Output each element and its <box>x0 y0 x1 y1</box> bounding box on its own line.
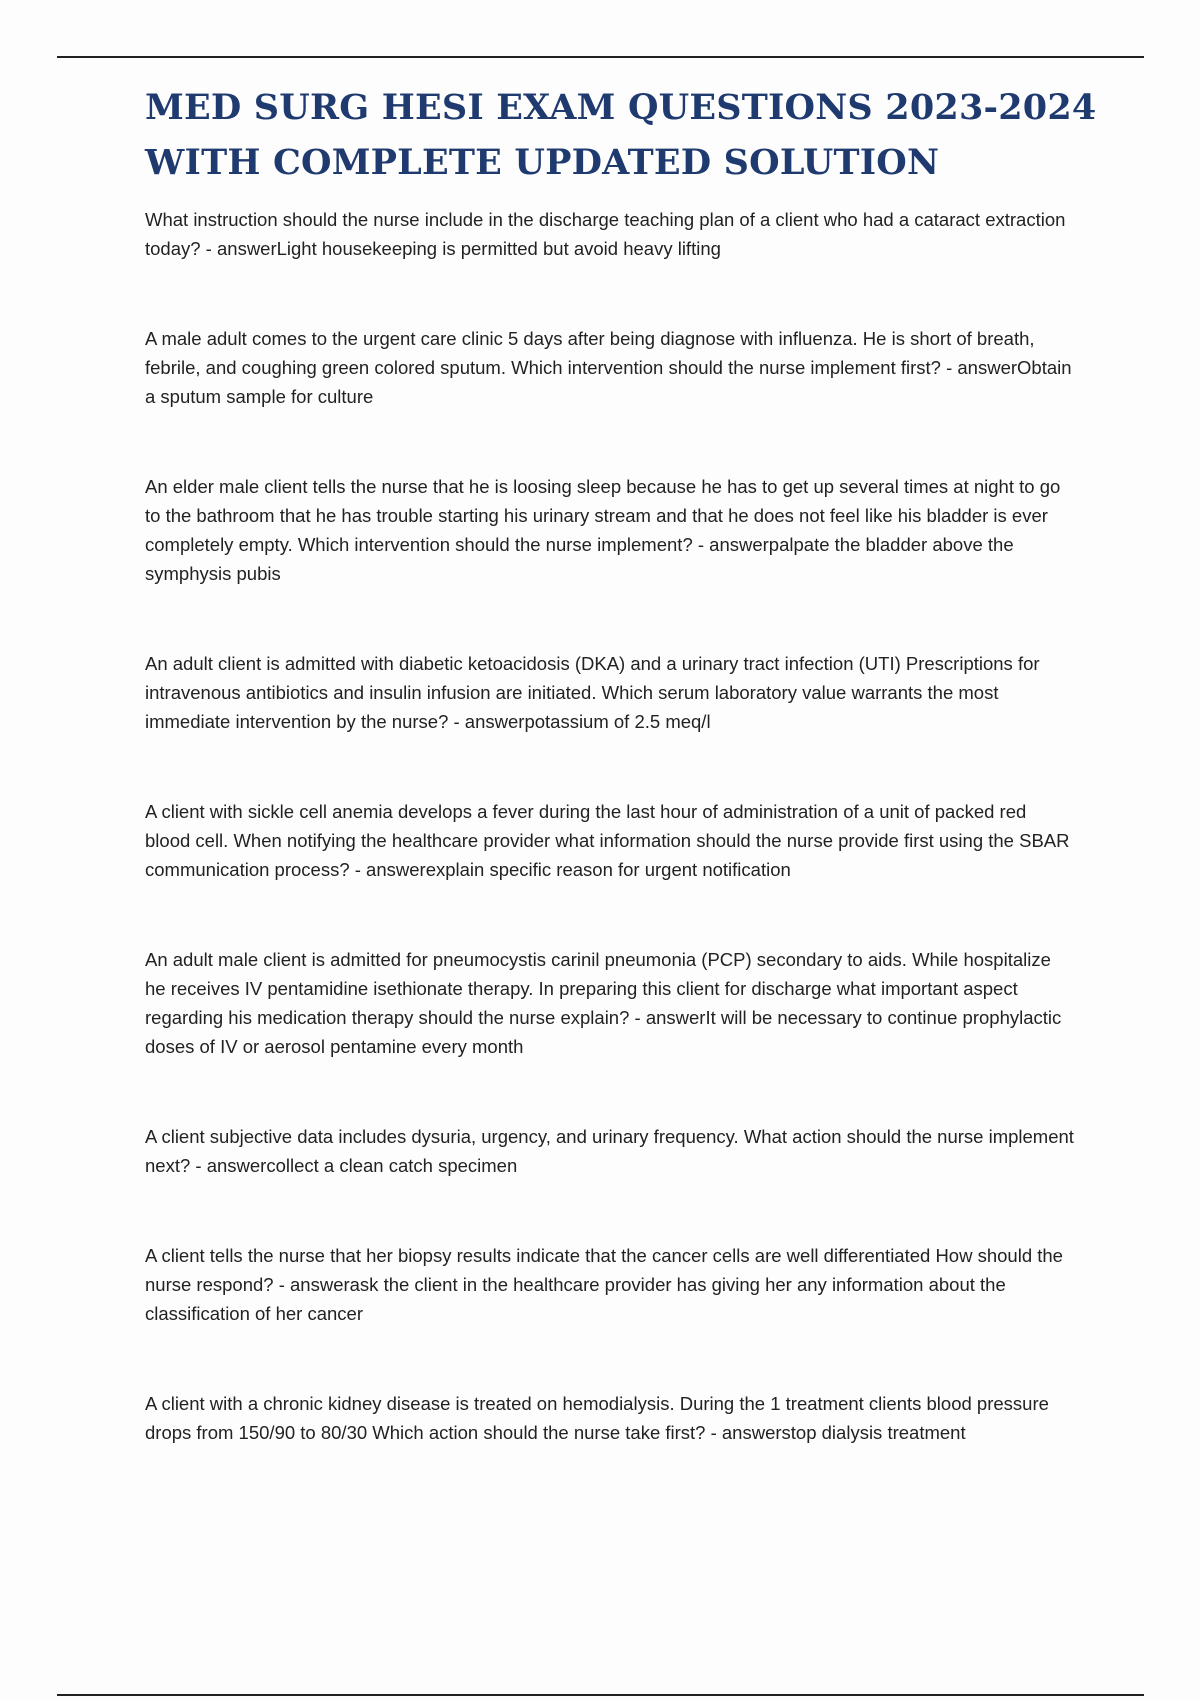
question-list <box>145 205 1075 1508</box>
top-divider <box>57 56 1144 58</box>
title-line-2: WITH COMPLETE UPDATED SOLUTION <box>145 142 940 183</box>
bottom-divider <box>57 1694 1144 1696</box>
question-item: An elder male client tells the nurse that he is loosing sleep because he has to get up several times at night to go to the bathroom that he has trouble starting his urinary stream and that he does not feel like his bladder is ever completely empty. Which intervention should the nurse implement? - answerpalpate the bladder above the symphysis pubis <box>145 476 1061 584</box>
question-item: An adult client is admitted with diabetic ketoacidosis (DKA) and a urinary tract infection (UTI) Prescriptions for intravenous antibiotics and insulin infusion are initiated. Which serum laboratory value warrants the most immediate intervention by the nurse? - answerpotassium of 2.5 meq/l <box>145 653 1040 732</box>
question-item: A client with a chronic kidney disease is treated on hemodialysis. During the 1 treatment clients blood pressure drops from 150/90 to 80/30 Which action should the nurse take first? - answerstop dialysis treatment <box>145 1393 1049 1443</box>
question-item: A male adult comes to the urgent care clinic 5 days after being diagnose with influenza. He is short of breath, febrile, and coughing green colored sputum. Which intervention should the nurse implement first? - answerObtain a sputum sample for culture <box>145 328 1072 407</box>
question-item: An adult male client is admitted for pneumocystis carinil pneumonia (PCP) secondary to aids. While hospitalize he receives IV pentamidine isethionate therapy. In preparing this client for discharge what important aspect regarding his medication therapy should the nurse explain? - answerIt will be necessary to continue prophylactic doses of IV or aerosol pentamine every month <box>145 949 1062 1057</box>
question-item: A client tells the nurse that her biopsy results indicate that the cancer cells are well differentiated How should the nurse respond? - answerask the client in the healthcare provider has giving her any information about the classification of her cancer <box>145 1245 1063 1324</box>
question-item: A client subjective data includes dysuria, urgency, and urinary frequency. What action should the nurse implement next? - answercollect a clean catch specimen <box>145 1126 1074 1176</box>
document-title <box>145 80 1105 190</box>
question-item: A client with sickle cell anemia develops a fever during the last hour of administration of a unit of packed red blood cell. When notifying the healthcare provider what information should the nurse provide first using the SBAR communication process? - answerexplain specific reason for urgent notification <box>145 801 1070 880</box>
question-item: What instruction should the nurse include in the discharge teaching plan of a client who had a cataract extraction today? - answerLight housekeeping is permitted but avoid heavy lifting <box>145 209 1066 259</box>
title-line-1: MED SURG HESI EXAM QUESTIONS 2023-2024 <box>145 87 1097 128</box>
